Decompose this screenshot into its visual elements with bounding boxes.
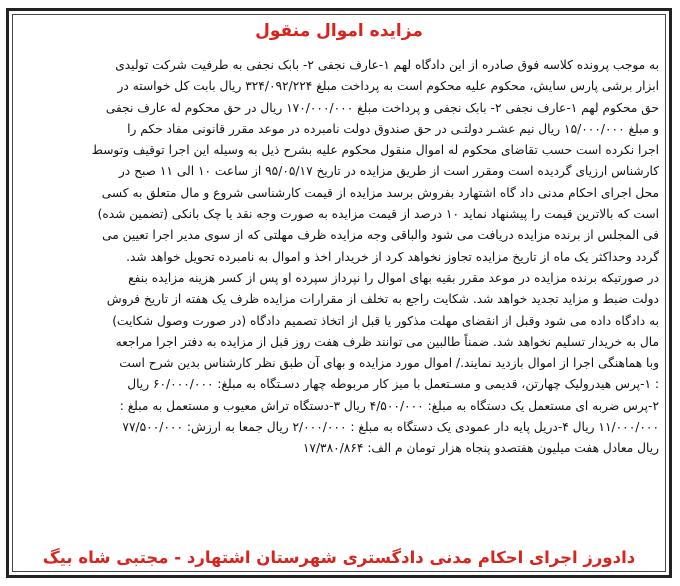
notice-line: کارشناس ارزیای گردیده است ومقرر است از طریق مزایده در تاریخ ۹۵/۰۵/۱۷ از ساعت ۱۰ الی ۱۱ صبح در	[118, 164, 659, 179]
notice-line: دولت ضبط و مزاید تجدید خواهد شد. شکایت راجع به تخلف از مقرارات مزایده ظرف یک هفته از تاریخ فروش	[106, 292, 659, 307]
notice-line: به دادگاه داده می شود وقبل از انقضای مهلت مذکور یا قبل از اتخاذ تصمیم دادگاه (در صورت وصول شکایت)	[112, 313, 659, 328]
notice-signature: دادورز اجرای احکام مدنی دادگستری شهرستان اشتهارد - مجتبی شاه بیگ	[42, 548, 636, 567]
notice-line: گردد وحداکثر یک ماه از تاریخ مزایده تجاوز نخواهد کرد از خریدار اخذ و اموال به نامبرده تحویل خواهد شد.	[126, 249, 659, 264]
notice-line: و مبلغ ۱۵/۰۰۰/۰۰۰ ریال نیم عشـر دولتـی در حق صندوق دولت نامبرده در موعد مقرر قانونی مفاد حکم را	[127, 121, 659, 136]
notice-frame	[6, 8, 672, 578]
notice-line: اجرا نکرده است حسب تقاضای محکوم له اموال منقول محکوم علیه بشرح ذیل به وسیله این اجرا توقیف وتوسط	[91, 143, 659, 158]
notice-line: حق محکوم لهم ۱-عارف نجفی ۲- بابک نجفی و پرداخت مبلغ ۱۷۰/۰۰۰/۰۰۰ ریال در حق محکوم له عارف نجفی	[105, 100, 659, 115]
notice-line: ۲-پرس ضربه ای مستعمل یک دستگاه به مبلغ: ۴/۵۰۰/۰۰۰ ریال ۳-دستگاه تراش معیوب و مستعمل به مبلغ :	[119, 398, 659, 413]
notice-line: است که بالاترین قیمت را پیشنهاد نماید ۱۰ درصد از قیمت مزایده به صورت وجه نقد یا چک بانکی (تضمین شده)	[97, 207, 659, 222]
notice-line: محل اجرای احکام مدنی داد گاه اشتهارد بفروش برسد مزایده از قیمت کارشناسی شروع و مال متعلق به کسی	[101, 185, 659, 200]
notice-line: ۱۱/۰۰۰/۰۰۰ ریال ۴-دریل پایه دار عمودی یک دستگاه به مبلغ : ۲/۰۰۰/۰۰۰ ریال جمعا به ارزش: ۷۷/۵۰۰/۰۰۰	[122, 420, 659, 435]
notice-line: فی المجلس از برنده مزایده دریافت می شود والباقی وجه مزایده ظرف مهلتی که از سوی مدیر اجرا تعیین می	[102, 228, 659, 243]
notice-title: مزایده اموال منقول	[255, 21, 423, 41]
notice-line: ابزار برشی پارس سایش، محکوم علیه محکوم است به پرداخت مبلغ ۳۲۴/۰۹۲/۲۲۴ ریال بابت کل خواسته در	[117, 79, 659, 94]
notice-line: ریال معادل هفت میلیون هفتصدو پنجاه هزار تومان م الف: ۱۷/۳۸۰/۸۶۴	[302, 441, 659, 456]
notice-line: وبا هماهنگی اجرا از اموال بازدید نمایند./ اموال مورد مزایده و بهای آن طبق نظر کارشناس بدین شرح است	[119, 356, 659, 371]
notice-line: به موجب پرونده کلاسه فوق صادره از این دادگاه لهم ۱-عارف نجفی ۲- بابک نجفی به طرفیت شرکت تولیدی	[115, 58, 659, 72]
notice-line: : ۱-پرس هیدرولیک چهارتن، قدیمی و مسـتعمل با میز کار مربوطه چهار دسـتگاه به مبلغ: ۶۰/۰۰۰/۰۰۰ ریال	[127, 377, 659, 392]
notice-body	[19, 55, 659, 460]
notice-line: در صورتیکه برنده مزایده در موعد مقرر بقیه بهای اموال را نپرداز سپرده او پس از کسر هزینه مزایده بنفع	[128, 270, 659, 285]
notice-line: مال به خریدار تسلیم نخواهد شد. ضمناً طالبین می توانند ظرف هفت روز قبل از مزایده به دفتر اجرا مراجعه	[115, 334, 659, 349]
